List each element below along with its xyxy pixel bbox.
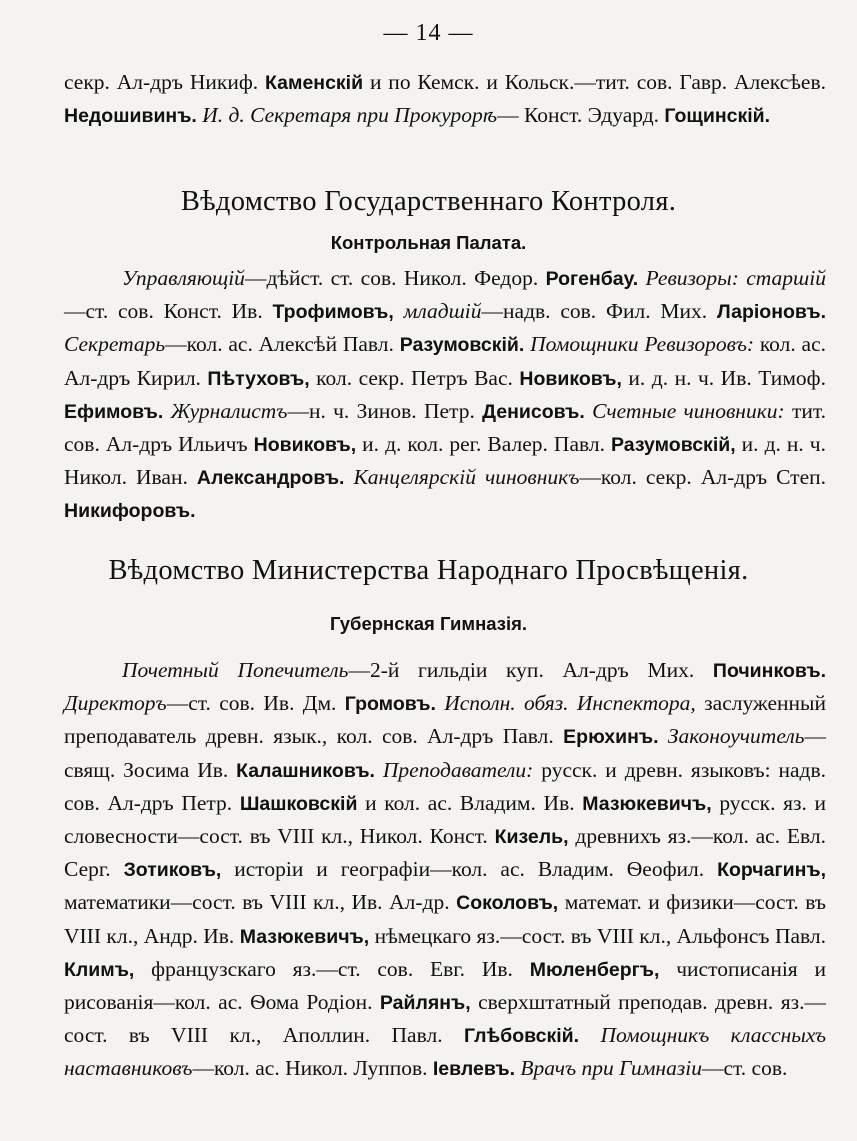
person-surname: Новиковъ,: [253, 434, 357, 457]
person-surname: Зотиковъ,: [123, 859, 222, 882]
person-surname: Глѣбовскій.: [463, 1025, 580, 1048]
text-run: —н. ч. Зинов. Петр.: [287, 398, 483, 423]
text-run: и кол. ас. Владим. Ив.: [357, 790, 583, 815]
text-run: [344, 465, 353, 489]
paragraph-prosecutor-staff: [64, 66, 826, 132]
person-surname: Трофимовъ,: [272, 301, 394, 324]
person-surname: Мазюкевичъ,: [582, 792, 712, 815]
text-run: —кол. ас. Алексѣй Павл.: [165, 332, 400, 357]
position-title: Помощникъ классныхъ наставниковъ: [64, 1023, 826, 1081]
person-surname: Соколовъ,: [456, 892, 559, 915]
text-run: заслуженный преподаватель древн. язык., кол. сов. Ал-дръ Павл.: [64, 691, 827, 749]
text-run: кол. ас. Ал-дръ Кирил.: [64, 332, 827, 390]
position-title: Врачъ при Гимназіи: [520, 1056, 702, 1081]
paragraph-control-chamber-staff: [64, 262, 826, 528]
text-run: нѣмецкаго яз.—сост. въ VIII кл., Альфонсъ Павл.: [369, 923, 826, 948]
text-run: секр. Ал-дръ Никиф.: [64, 70, 266, 94]
text-run: —дѣйст. ст. сов. Никол. Федор.: [244, 266, 546, 290]
position-title: Преподаватели:: [382, 757, 534, 782]
person-surname: Александровъ.: [196, 467, 345, 490]
text-run: —ст. сов. Ив. Дм.: [166, 691, 345, 716]
text-run: и. д. н. ч. Ив. Тимоф.: [621, 365, 826, 390]
position-title: Помощники Ревизоровъ:: [530, 332, 755, 357]
person-surname: Гощинскій.: [664, 105, 771, 128]
position-title: Директоръ: [64, 691, 167, 716]
person-surname: Каменскій: [265, 72, 364, 94]
person-surname: Калашниковъ.: [236, 759, 375, 782]
text-run: —кол. ас. Никол. Луппов.: [192, 1056, 433, 1081]
text-run: —ст. сов. Конст. Ив.: [64, 299, 273, 324]
text-run: чистописанія и рисованія—кол. ас. Ѳома Родіон.: [64, 956, 826, 1015]
position-title: Канцелярскій чиновникъ: [353, 465, 580, 490]
person-surname: Рогенбау.: [545, 268, 639, 290]
person-surname: Разумовскій.: [399, 334, 525, 357]
text-run: —2-й гильдіи куп. Ал-дръ Мих.: [348, 658, 713, 682]
text-run: и по Кемск. и Кольск.—тит. сов. Гавр. Алексѣев.: [363, 70, 826, 94]
person-surname: Ерюхинъ.: [563, 726, 659, 749]
text-run: —кол. секр. Ал-дръ Степ.: [579, 465, 826, 490]
text-run: —свящ. Зосима Ив.: [64, 724, 826, 782]
position-title: Ревизоры: старшій: [645, 266, 826, 290]
page-number: — 14 —: [383, 20, 474, 46]
text-run: французскаго яз.—ст. сов. Евг. Ив.: [134, 956, 530, 981]
text-run: [436, 691, 444, 715]
person-surname: Пѣтуховъ,: [207, 367, 310, 390]
position-title: Счетные чиновники:: [592, 398, 785, 423]
text-run: древнихъ яз.—кол. ас. Евл. Серг.: [64, 824, 826, 882]
person-surname: Іевлевъ.: [432, 1058, 515, 1081]
person-surname: Новиковъ,: [519, 367, 622, 390]
person-surname: Ларіоновъ.: [716, 301, 827, 324]
section-heading-public-education: Вѣдомство Министерства Народнаго Просвѣщенія.: [108, 555, 749, 586]
text-run: —надв. сов. Фил. Мих.: [481, 299, 717, 324]
person-surname: Разумовскій,: [611, 434, 736, 457]
person-surname: Ефимовъ.: [64, 400, 164, 423]
person-surname: Никифоровъ.: [64, 500, 196, 523]
section-heading-state-control: Вѣдомство Государственнаго Контроля.: [180, 186, 677, 217]
person-surname: Шашковскій: [239, 792, 358, 815]
subheading-control-chamber: Контрольная Палата.: [330, 232, 527, 253]
position-title: И. д. Секретаря при Прокурорѣ: [202, 103, 498, 128]
person-surname: Недошивинъ.: [64, 105, 197, 128]
position-title: Управляющій: [122, 266, 245, 290]
text-run: исторіи и географіи—кол. ас. Владим. Ѳеофил.: [221, 857, 718, 882]
person-surname: Климъ,: [64, 958, 135, 981]
person-surname: Мазюкевичъ,: [239, 925, 370, 948]
person-surname: Громовъ.: [344, 693, 436, 716]
person-surname: Райлянъ,: [379, 992, 471, 1015]
text-run: [394, 299, 404, 323]
subheading-gymnasium: Губернская Гимназія.: [329, 613, 528, 634]
text-run: [659, 724, 668, 748]
text-run: сверхштатный преподав. древн. яз.—сост. въ VIII кл., Аполлин. Павл.: [64, 990, 826, 1048]
text-run: кол. секр. Петръ Вас.: [309, 365, 520, 390]
text-run: и. д. кол. рег. Валер. Павл.: [356, 432, 611, 457]
position-title: Законоучитель: [667, 724, 805, 749]
text-run: — Конст. Эдуард.: [497, 103, 665, 128]
text-run: тит. сов. Ал-дръ Ильичъ: [64, 398, 827, 457]
position-title: младшій: [403, 299, 482, 324]
position-title: Журналистъ: [170, 398, 288, 423]
position-title: Секретарь: [64, 332, 166, 357]
text-run: математики—сост. въ VIII кл., Ив. Ал-др.: [64, 890, 457, 915]
position-title: Почетный Попечитель: [122, 658, 349, 682]
person-surname: Починковъ.: [712, 660, 826, 682]
text-run: [163, 399, 170, 423]
text-run: [638, 266, 645, 290]
person-surname: Денисовъ.: [482, 400, 585, 423]
person-surname: Мюленбергъ,: [529, 958, 660, 981]
position-title: Исполн. обяз. Инспектора,: [444, 691, 696, 716]
text-run: [375, 758, 383, 782]
text-run: [585, 399, 592, 423]
text-run: [579, 1023, 600, 1047]
person-surname: Корчагинъ,: [717, 859, 826, 882]
person-surname: Кизель,: [494, 826, 569, 849]
text-run: математ. и физики—сост. въ VIII кл., Андр. Ив.: [64, 890, 826, 948]
text-run: —ст. сов.: [701, 1056, 788, 1081]
text-run: русск. яз. и словесности—сост. въ VIII кл., Никол. Конст.: [64, 790, 826, 849]
paragraph-gymnasium-staff: [64, 654, 826, 1086]
text-run: и. д. н. ч. Никол. Иван.: [64, 432, 826, 490]
text-run: русск. и древн. языковъ: надв. сов. Ал-дръ Петр.: [64, 757, 827, 815]
